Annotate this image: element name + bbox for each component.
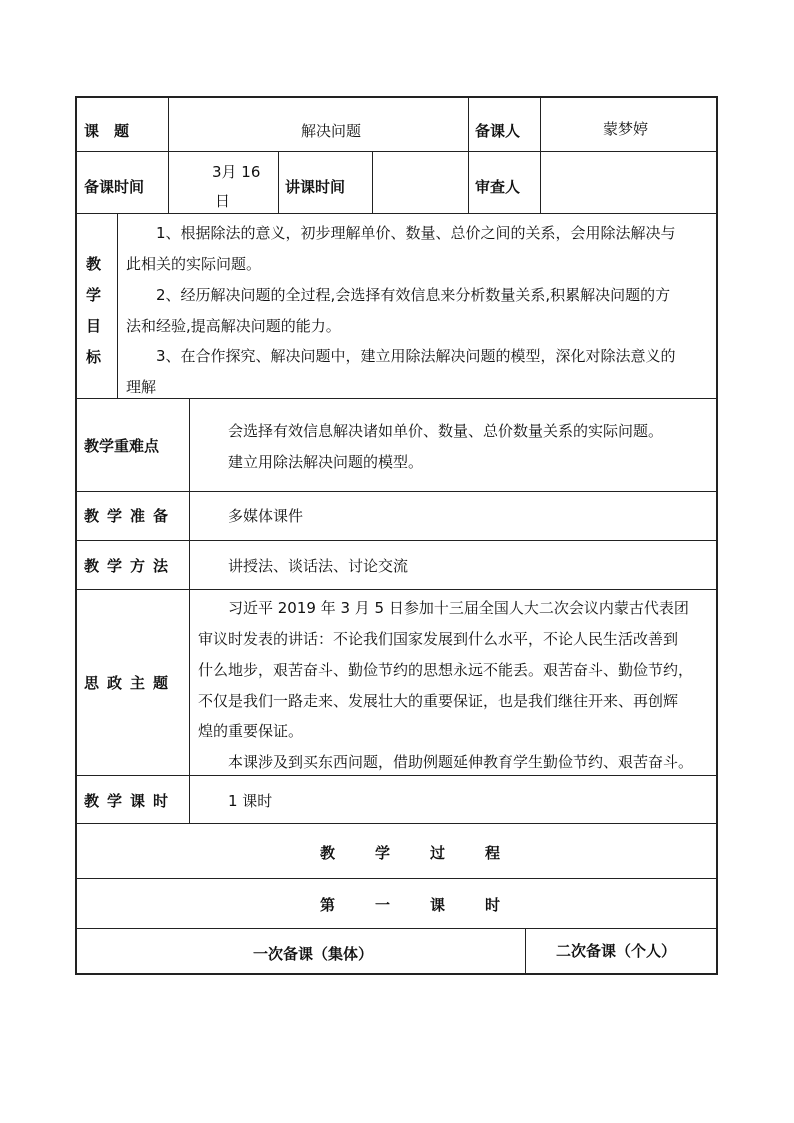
process-title-char: 教: [320, 844, 336, 862]
period-title-char: 一: [375, 896, 391, 914]
row-divider: [75, 540, 718, 541]
class-hours-value: 1 课时: [228, 792, 273, 810]
topic-label: 课 题: [84, 122, 130, 140]
individual-prep-label: 二次备课（个人）: [556, 942, 677, 960]
key-point-line: 建立用除法解决问题的模型。: [228, 453, 424, 471]
col-divider: [278, 151, 279, 213]
objectives-label-char: 学: [86, 286, 102, 304]
preparation-label: 教学准备: [84, 507, 177, 525]
objective-line: 1、根据除法的意义，初步理解单价、数量、总价之间的关系，会用除法解决与: [156, 224, 676, 242]
col-divider: [168, 96, 169, 213]
process-title-char: 学: [375, 844, 391, 862]
row-divider: [75, 491, 718, 492]
objective-line: 2、经历解决问题的全过程,会选择有效信息来分析数量关系,积累解决问题的方: [156, 286, 671, 304]
ideology-label: 思政主题: [84, 674, 177, 692]
ideology-line: 什么地步，艰苦奋斗、勤俭节约的思想永远不能丢。艰苦奋斗、勤俭节约，: [198, 661, 694, 679]
period-title-char: 时: [485, 896, 501, 914]
key-points-label: 教学重难点: [84, 437, 160, 455]
col-divider: [117, 213, 118, 398]
collective-prep-label: 一次备课（集体）: [253, 945, 374, 963]
col-divider: [468, 96, 469, 213]
period-title-char: 课: [430, 896, 446, 914]
objectives-label-char: 标: [86, 348, 102, 366]
reviewer-label: 审查人: [475, 178, 521, 196]
objectives-label-char: 目: [86, 317, 102, 335]
methods-label: 教学方法: [84, 557, 177, 575]
row-divider: [75, 213, 718, 214]
key-point-line: 会选择有效信息解决诸如单价、数量、总价数量关系的实际问题。: [228, 422, 664, 440]
preparer-label: 备课人: [475, 122, 521, 140]
ideology-line: 煌的重要保证。: [198, 722, 304, 740]
col-divider: [372, 151, 373, 213]
preparer-value: 蒙梦婷: [603, 120, 649, 138]
methods-value: 讲授法、谈话法、讨论交流: [228, 557, 409, 575]
col-divider: [525, 928, 526, 975]
row-divider: [75, 878, 718, 879]
col-divider: [189, 398, 190, 823]
row-divider: [75, 823, 718, 824]
row-divider: [75, 589, 718, 590]
row-divider: [75, 775, 718, 776]
prep-time-value-line2: 日: [215, 192, 231, 210]
period-title-char: 第: [320, 896, 336, 914]
col-divider: [540, 96, 541, 213]
row-divider: [75, 151, 718, 152]
objectives-label-char: 教: [86, 255, 102, 273]
lecture-time-label: 讲课时间: [285, 178, 346, 196]
prep-time-value-line1: 3月 16: [212, 163, 261, 181]
row-divider: [75, 928, 718, 929]
ideology-line: 不仅是我们一路走来、发展壮大的重要保证，也是我们继往开来、再创辉: [198, 692, 679, 710]
ideology-line: 本课涉及到买东西问题，借助例题延伸教育学生勤俭节约、艰苦奋斗。: [228, 753, 694, 771]
prep-time-label: 备课时间: [84, 178, 145, 196]
class-hours-label: 教学课时: [84, 792, 177, 810]
objective-line: 法和经验,提高解决问题的能力。: [126, 317, 341, 335]
ideology-line: 习近平 2019 年 3 月 5 日参加十三届全国人大二次会议内蒙古代表团: [228, 599, 689, 617]
preparation-value: 多媒体课件: [228, 507, 304, 525]
objective-line: 此相关的实际问题。: [126, 255, 262, 273]
row-divider: [75, 398, 718, 399]
process-title-char: 过: [430, 844, 446, 862]
objective-line: 3、在合作探究、解决问题中，建立用除法解决问题的模型，深化对除法意义的: [156, 347, 676, 365]
objective-line: 理解: [126, 378, 157, 396]
topic-value: 解决问题: [301, 122, 362, 140]
ideology-line: 审议时发表的讲话：不论我们国家发展到什么水平，不论人民生活改善到: [198, 630, 679, 648]
process-title-char: 程: [485, 844, 501, 862]
